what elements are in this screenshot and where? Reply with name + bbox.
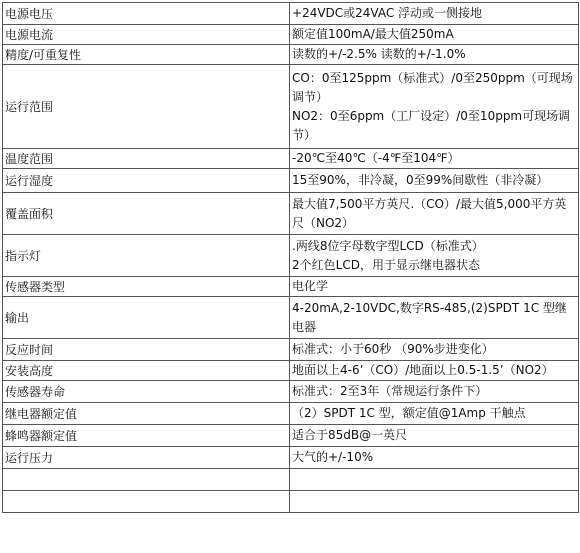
table-row xyxy=(3,339,579,361)
spec-label xyxy=(3,491,290,513)
table-row xyxy=(3,149,579,169)
table-row xyxy=(3,403,579,425)
spec-value: +24VDC或24VAC 浮动或一侧接地 xyxy=(290,3,579,25)
spec-label: 继电器额定值 xyxy=(3,403,290,425)
spec-label: 安装高度 xyxy=(3,361,290,381)
spec-value: -20℃至40℃（-4℉至104℉） xyxy=(290,149,579,169)
spec-value: 15至90%，非冷凝，0至99%间歇性（非冷凝） xyxy=(290,169,579,193)
spec-table xyxy=(2,2,579,513)
spec-label: 传感器类型 xyxy=(3,277,290,297)
spec-value: 4-20mA,2-10VDC,数字RS-485,(2)SPDT 1C 型继电器 xyxy=(290,297,579,339)
spec-value: 地面以上4-6’（CO）/地面以上0.5-1.5’（NO2） xyxy=(290,361,579,381)
table-row xyxy=(3,235,579,277)
table-row xyxy=(3,447,579,469)
spec-value: 大气的+/-10% xyxy=(290,447,579,469)
spec-label xyxy=(3,469,290,491)
spec-value: 标准式：2至3年（常规运行条件下） xyxy=(290,381,579,403)
spec-label: 反应时间 xyxy=(3,339,290,361)
spec-value: .两线8位字母数字型LCD（标准式） 2个红色LCD，用于显示继电器状态 xyxy=(290,235,579,277)
spec-label: 覆盖面积 xyxy=(3,193,290,235)
spec-value: （2）SPDT 1C 型，额定值@1Amp 干触点 xyxy=(290,403,579,425)
spec-value: 适合于85dB@一英尺 xyxy=(290,425,579,447)
table-row xyxy=(3,469,579,491)
spec-value xyxy=(290,491,579,513)
table-row xyxy=(3,25,579,45)
table-row xyxy=(3,65,579,149)
spec-label: 传感器寿命 xyxy=(3,381,290,403)
spec-label: 输出 xyxy=(3,297,290,339)
spec-value: 读数的+/-2.5% 读数的+/-1.0% xyxy=(290,45,579,65)
spec-value: 最大值7,500平方英尺.（CO）/最大值5,000平方英尺（NO2） xyxy=(290,193,579,235)
table-row xyxy=(3,297,579,339)
spec-label: 电源电流 xyxy=(3,25,290,45)
table-row xyxy=(3,381,579,403)
spec-label: 指示灯 xyxy=(3,235,290,277)
spec-value xyxy=(290,469,579,491)
spec-value: 电化学 xyxy=(290,277,579,297)
spec-value: CO：0至125ppm（标准式）/0至250ppm（可现场调节） NO2：0至6ppm（工厂设定）/0至10ppm可现场调节） xyxy=(290,65,579,149)
table-row xyxy=(3,3,579,25)
table-row xyxy=(3,169,579,193)
spec-value: 额定值100mA/最大值250mA xyxy=(290,25,579,45)
spec-label: 蜂鸣器额定值 xyxy=(3,425,290,447)
spec-label: 运行湿度 xyxy=(3,169,290,193)
table-row xyxy=(3,491,579,513)
spec-label: 温度范围 xyxy=(3,149,290,169)
spec-value: 标准式：小于60秒 （90%步进变化） xyxy=(290,339,579,361)
spec-label: 电源电压 xyxy=(3,3,290,25)
table-row xyxy=(3,277,579,297)
spec-label: 精度/可重复性 xyxy=(3,45,290,65)
spec-label: 运行范围 xyxy=(3,65,290,149)
table-row xyxy=(3,361,579,381)
table-row xyxy=(3,425,579,447)
spec-label: 运行压力 xyxy=(3,447,290,469)
table-row xyxy=(3,193,579,235)
table-row xyxy=(3,45,579,65)
